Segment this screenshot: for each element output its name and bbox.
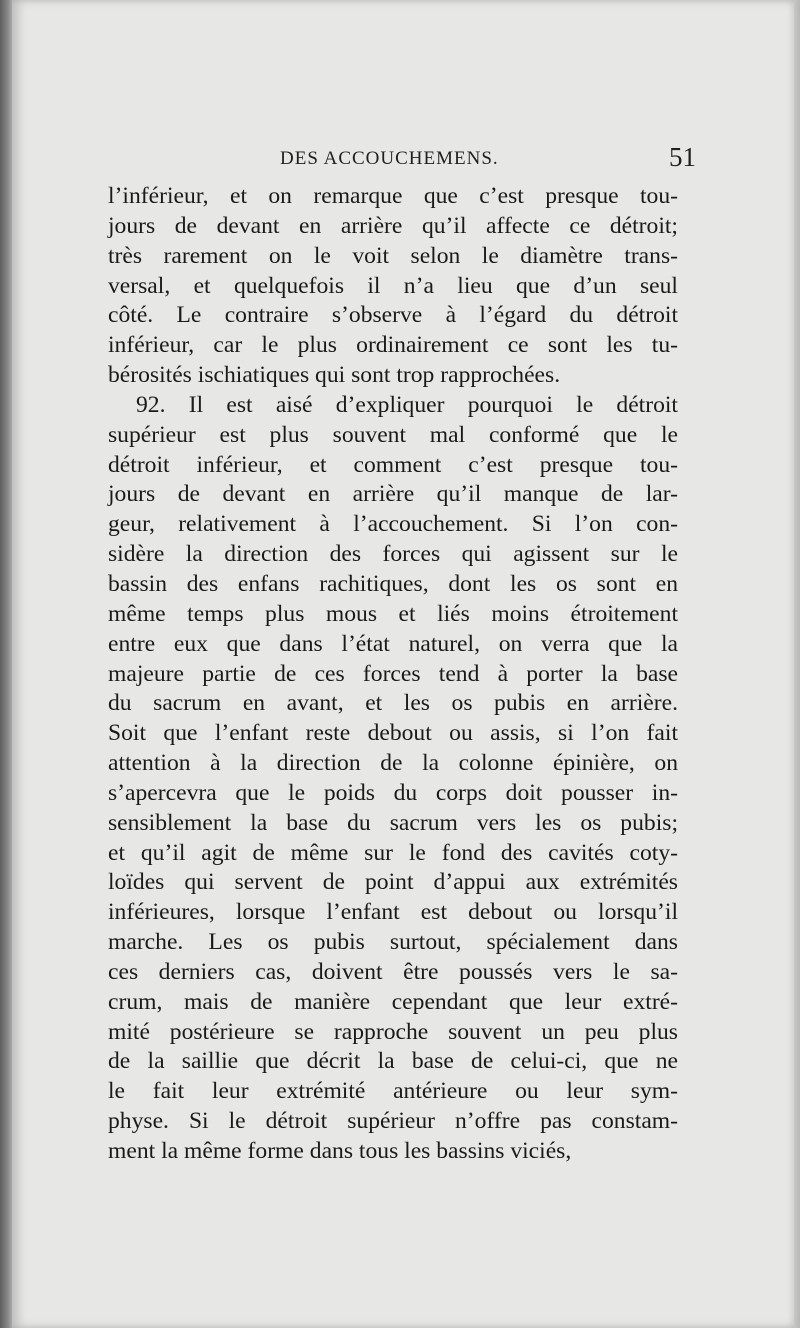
- text-line: du sacrum en avant, et les os pubis en arrière.: [108, 690, 678, 717]
- page-number: 51: [669, 142, 696, 172]
- text-line: attention à la direction de la colonne épinière, on: [108, 750, 678, 777]
- text-line: ces derniers cas, doivent être poussés vers le sa-: [108, 958, 678, 985]
- text-line: très rarement on le voit selon le diamètre trans-: [108, 242, 678, 269]
- body-text: [108, 182, 678, 1167]
- text-line: mité postérieure se rapproche souvent un peu plus: [108, 1018, 678, 1045]
- text-line: côté. Le contraire s’observe à l’égard du détroit: [108, 302, 678, 329]
- text-line: même temps plus mous et liés moins étroitement: [108, 600, 678, 627]
- text-line: s’apercevra que le poids du corps doit pousser in-: [108, 779, 678, 806]
- text-line: jours de devant en arrière qu’il affecte ce détroit;: [108, 212, 678, 239]
- text-line: de la saillie que décrit la base de celui-ci, que ne: [108, 1048, 678, 1075]
- text-line: crum, mais de manière cependant que leur extré-: [108, 988, 678, 1015]
- text-line: ment la même forme dans tous les bassins viciés,: [108, 1138, 572, 1164]
- running-title: DES ACCOUCHEMENS.: [280, 148, 499, 169]
- book-page: [12, 0, 794, 1328]
- text-line: marche. Les os pubis surtout, spécialement dans: [108, 929, 678, 956]
- text-line: inférieur, car le plus ordinairement ce sont les tu-: [108, 332, 678, 359]
- text-line: 92. Il est aisé d’expliquer pourquoi le détroit: [136, 391, 678, 418]
- text-line: supérieur est plus souvent mal conformé que le: [108, 421, 678, 448]
- text-line: et qu’il agit de même sur le fond des cavités coty-: [108, 839, 678, 866]
- text-line: bérosités ischiatiques qui sont trop rapprochées.: [108, 362, 561, 389]
- text-line: physe. Si le détroit supérieur n’offre pas constam-: [108, 1108, 678, 1135]
- text-line: inférieures, lorsque l’enfant est debout ou lorsqu’il: [108, 899, 678, 926]
- text-line: l’inférieur, et on remarque que c’est presque tou-: [108, 183, 678, 209]
- text-line: jours de devant en arrière qu’il manque de lar-: [108, 481, 678, 508]
- text-line: geur, relativement à l’accouchement. Si l’on con-: [108, 511, 678, 538]
- text-line: bassin des enfans rachitiques, dont les os sont en: [108, 570, 678, 597]
- text-line: le fait leur extrémité antérieure ou leur sym-: [108, 1078, 678, 1105]
- text-line: majeure partie de ces forces tend à porter la base: [108, 660, 678, 687]
- text-line: loïdes qui servent de point d’appui aux extrémités: [108, 869, 678, 896]
- text-line: versal, et quelquefois il n’a lieu que d’un seul: [108, 272, 678, 299]
- text-line: sidère la direction des forces qui agissent sur le: [108, 541, 678, 568]
- text-line: sensiblement la base du sacrum vers les os pubis;: [108, 809, 678, 836]
- text-line: détroit inférieur, et comment c’est presque tou-: [108, 451, 678, 478]
- text-line: Soit que l’enfant reste debout ou assis, si l’on fait: [108, 720, 678, 747]
- running-head: [108, 142, 696, 182]
- text-line: entre eux que dans l’état naturel, on verra que la: [108, 630, 678, 657]
